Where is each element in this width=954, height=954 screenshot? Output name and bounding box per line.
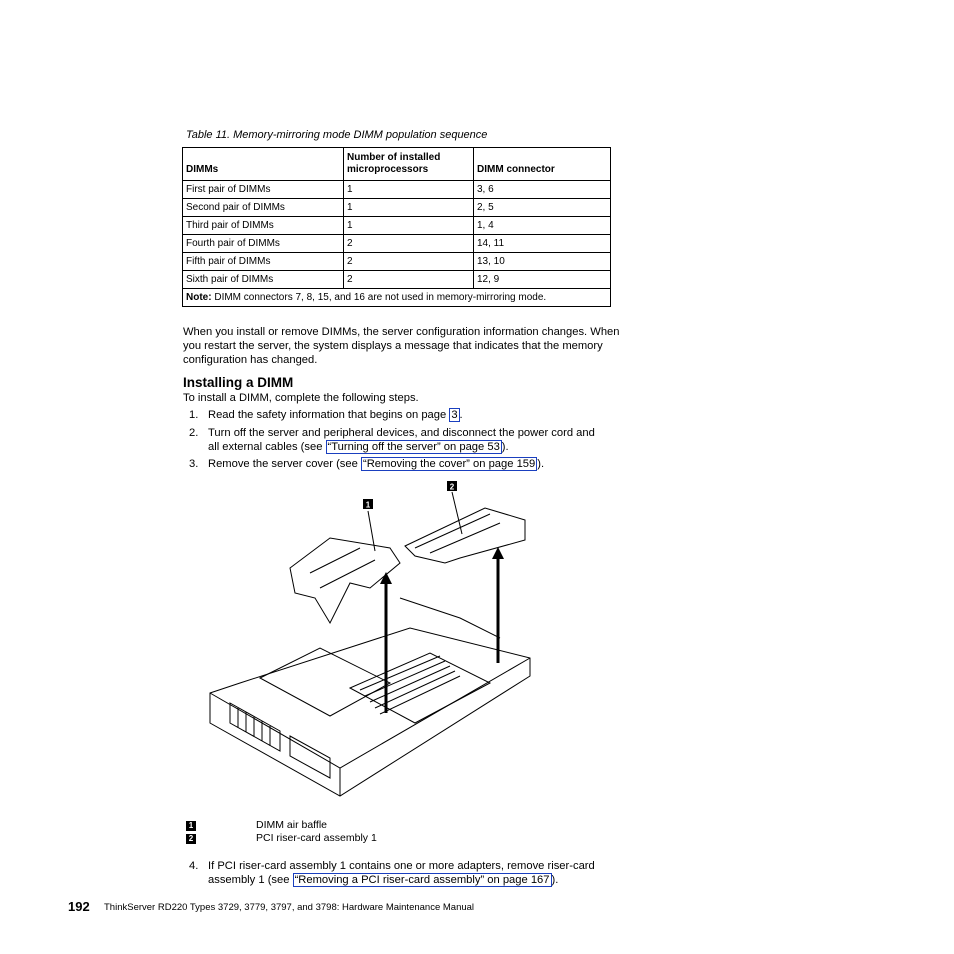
table-cell: 3, 6: [474, 181, 611, 199]
table-note-row: [183, 289, 611, 307]
step-number: 3.: [189, 458, 199, 470]
step-number: 1.: [189, 409, 199, 421]
step-4-end: ).: [551, 874, 559, 886]
step-3-end: ).: [537, 458, 545, 470]
callout-2-leader: [452, 492, 462, 534]
memory-change-paragraph: When you install or remove DIMMs, the server configuration information changes. When you restart the server, the system displays a message that indicates that the memory configuration has changed.: [183, 326, 620, 366]
table-cell: 1: [344, 181, 474, 199]
page-number: 192: [68, 899, 90, 914]
page-3-link[interactable]: 3: [451, 409, 458, 421]
table-cell: Sixth pair of DIMMs: [183, 271, 344, 289]
legend-callout: 1: [186, 821, 196, 831]
step-text: [208, 457, 544, 471]
table-row: [183, 199, 611, 217]
dimm-population-table: [182, 147, 611, 307]
callout-1-number: 1: [365, 500, 371, 510]
dimm-slots: [360, 656, 460, 714]
table-cell: 1: [344, 199, 474, 217]
table-cell: 12, 9: [474, 271, 611, 289]
step-number: 2.: [189, 427, 199, 439]
table-cell: 13, 10: [474, 253, 611, 271]
step-1: [189, 408, 629, 422]
steps-intro: To install a DIMM, complete the following steps.: [183, 392, 419, 404]
legend-item-2: [186, 832, 377, 844]
step-3-text: Remove the server cover (see: [208, 458, 361, 470]
internal-area: [260, 648, 390, 716]
header-dimm-connector: DIMM connector: [474, 148, 611, 181]
step-4-line2: [208, 873, 558, 887]
turning-off-server-link[interactable]: “Turning off the server” on page 53: [327, 441, 500, 453]
server-illustration: [200, 478, 540, 808]
table-row: [183, 181, 611, 199]
step-2-end: ).: [501, 441, 509, 453]
dimm-area: [350, 653, 490, 723]
legend-callout: 2: [186, 834, 196, 844]
legend-label: PCI riser-card assembly 1: [256, 832, 377, 844]
footer-title: ThinkServer RD220 Types 3729, 3779, 3797, and 3798: Hardware Maintenance Manual: [104, 902, 475, 913]
header-microprocessors: Number of installed microprocessors: [344, 148, 474, 181]
riser-edge: [400, 598, 500, 638]
riser-card-details: [415, 514, 500, 553]
table-cell: Fourth pair of DIMMs: [183, 235, 344, 253]
step-text: [208, 408, 463, 422]
table-cell: 2: [344, 235, 474, 253]
table-caption: Table 11. Memory-mirroring mode DIMM population sequence: [186, 129, 488, 141]
note-label: Note:: [186, 292, 212, 303]
table-note: [183, 289, 611, 307]
chassis-top-edge: [210, 658, 530, 768]
server-drawing: [200, 478, 540, 808]
note-text: DIMM connectors 7, 8, 15, and 16 are not used in memory-mirroring mode.: [211, 292, 547, 303]
step-4-text: assembly 1 (see: [208, 874, 293, 886]
step-2: [189, 426, 629, 454]
table-cell: 2: [344, 271, 474, 289]
table-cell: Third pair of DIMMs: [183, 217, 344, 235]
section-title: Installing a DIMM: [183, 375, 294, 390]
legend-item-1: [186, 819, 327, 831]
step-2-line2: [208, 440, 509, 454]
removing-riser-card-link[interactable]: “Removing a PCI riser-card assembly” on page 167: [294, 874, 550, 886]
table-cell: Second pair of DIMMs: [183, 199, 344, 217]
legend-label: DIMM air baffle: [256, 819, 327, 831]
table-cell: 2: [344, 253, 474, 271]
step-4-line1: If PCI riser-card assembly 1 contains one or more adapters, remove riser-card: [208, 860, 595, 872]
table-row: [183, 217, 611, 235]
table-row: [183, 271, 611, 289]
chassis-outline: [210, 628, 530, 796]
table-cell: 1, 4: [474, 217, 611, 235]
table-row: [183, 253, 611, 271]
table-row: [183, 235, 611, 253]
drive-bay-slots: [238, 708, 270, 746]
table-cell: 14, 11: [474, 235, 611, 253]
riser-card-outline: [405, 508, 525, 563]
step-2-text: all external cables (see: [208, 441, 326, 453]
step-3: [189, 457, 629, 471]
step-number: 4.: [189, 860, 199, 872]
table-cell: Fifth pair of DIMMs: [183, 253, 344, 271]
table-cell: 1: [344, 217, 474, 235]
air-baffle-ribs: [310, 548, 375, 588]
step-2-line1: Turn off the server and peripheral devices, and disconnect the power cord and: [208, 427, 595, 439]
callout-2-number: 2: [449, 482, 455, 492]
header-dimms: DIMMs: [183, 148, 344, 181]
table-cell: First pair of DIMMs: [183, 181, 344, 199]
removing-cover-link[interactable]: “Removing the cover” on page 159: [362, 458, 536, 470]
step-1-end: .: [459, 409, 463, 421]
step-4: [189, 859, 629, 887]
table-cell: 2, 5: [474, 199, 611, 217]
table-header-row: [183, 148, 611, 181]
step-1-text: Read the safety information that begins on page: [208, 409, 450, 421]
